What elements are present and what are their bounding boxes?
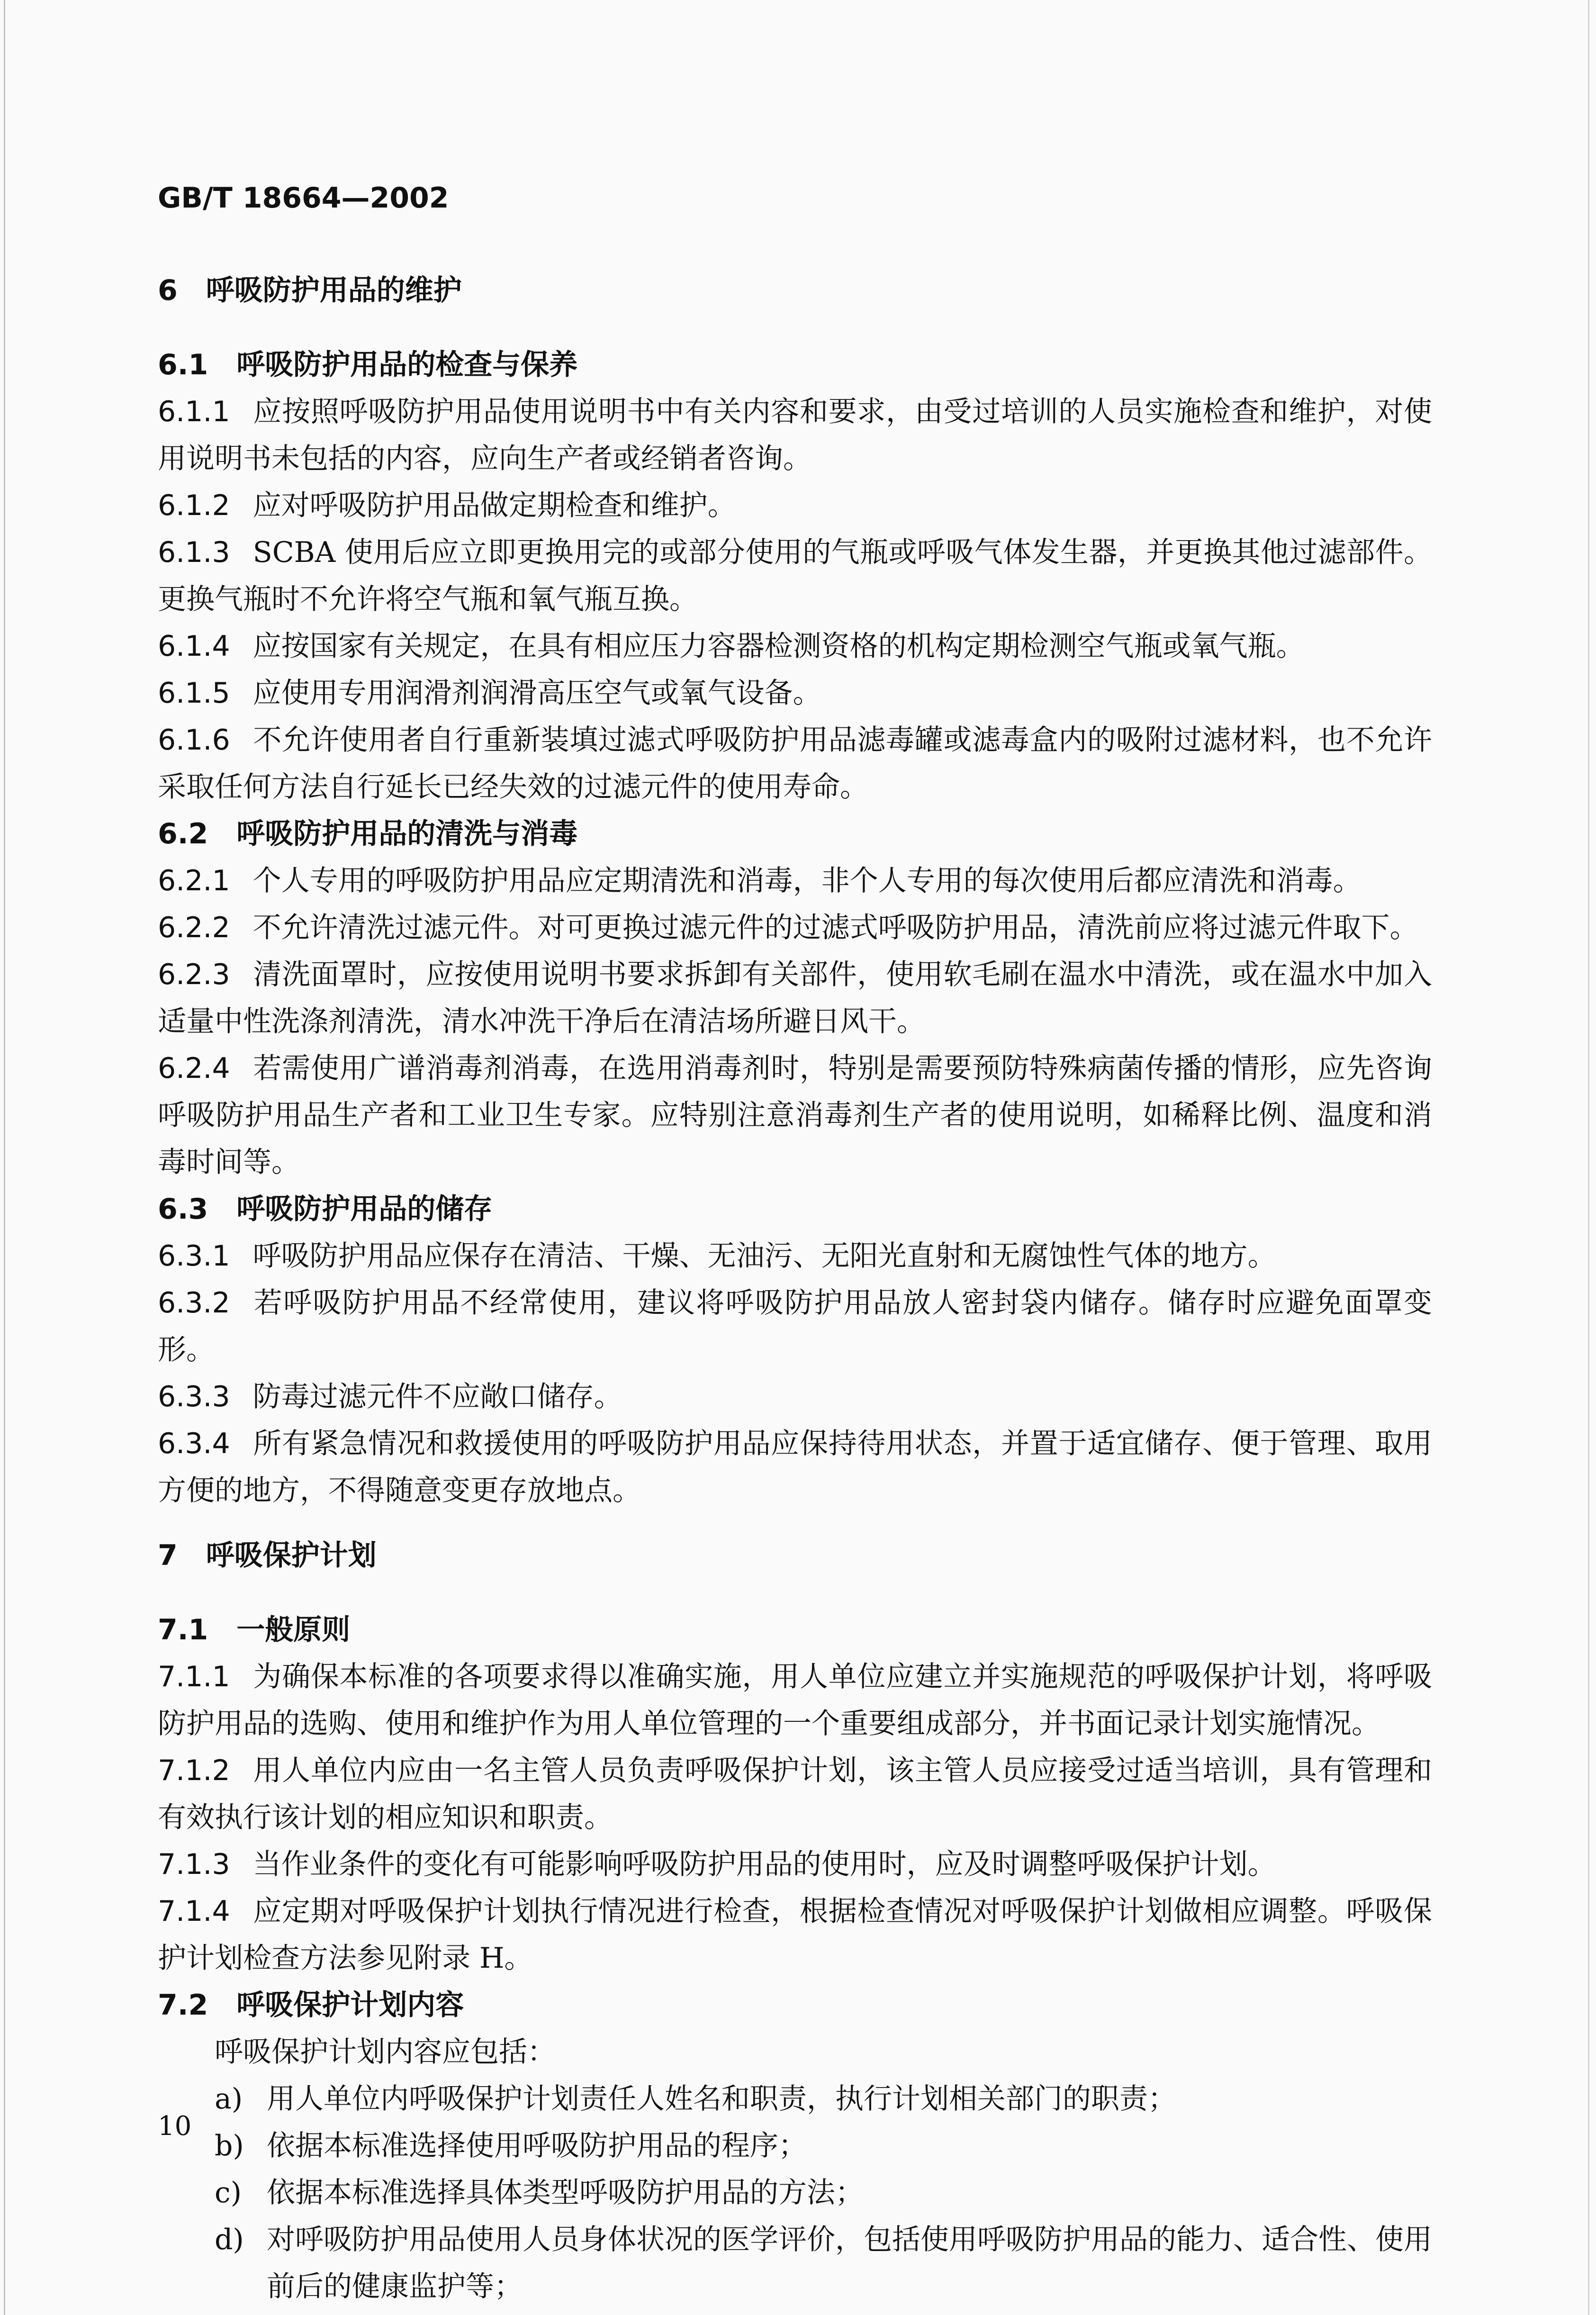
clause-number: 6.1.5	[158, 677, 230, 710]
list-item	[158, 2076, 1432, 2123]
page-number: 10	[158, 2111, 192, 2142]
clause-number: 6.3.1	[158, 1239, 230, 1273]
clause-text: 呼吸防护用品的检查与保养	[236, 348, 578, 381]
clause-text: 呼吸防护用品的储存	[236, 1193, 493, 1226]
clause-number: 6.1.1	[158, 395, 230, 428]
clause	[158, 389, 1432, 482]
clause	[158, 623, 1432, 670]
clause-text: 应按照呼吸防护用品使用说明书中有关内容和要求，由受过培训的人员实施检查和维护，对使用说明书未包括的内容，应向生产者或经销者咨询。	[158, 395, 1432, 475]
clause-text: 应使用专用润滑剂润滑高压空气或氧气设备。	[252, 677, 821, 710]
clause-number: 7.2	[158, 1989, 208, 2022]
clause	[158, 1420, 1432, 1514]
clause-text: 当作业条件的变化有可能影响呼吸防护用品的使用时，应及时调整呼吸保护计划。	[252, 1848, 1276, 1881]
subsection-heading	[158, 1982, 1432, 2029]
document-body	[158, 256, 1432, 2310]
clause-text: 不允许使用者自行重新装填过滤式呼吸防护用品滤毒罐或滤毒盒内的吸附过滤材料，也不允许采取任何方法自行延长已经失效的过滤元件的使用寿命。	[158, 723, 1432, 804]
list-item	[158, 2216, 1432, 2310]
list-item-label: a)	[215, 2082, 243, 2116]
clause	[158, 529, 1432, 623]
clause-number: 6.3.4	[158, 1427, 230, 1460]
clause-number: 6.2.4	[158, 1052, 230, 1085]
clause	[158, 1654, 1432, 1747]
list-item	[158, 2170, 1432, 2216]
clause	[158, 1374, 1432, 1420]
list-item	[158, 2123, 1432, 2170]
list-item-label: c)	[215, 2176, 242, 2209]
clause	[158, 1841, 1432, 1888]
clause	[158, 1888, 1432, 1982]
clause-text: 若需使用广谱消毒剂消毒，在选用消毒剂时，特别是需要预防特殊病菌传播的情形，应先咨询呼吸防护用品生产者和工业卫生专家。应特别注意消毒剂生产者的使用说明，如稀释比例、温度和消毒时间等。	[158, 1052, 1432, 1179]
clause	[158, 670, 1432, 717]
subsection-heading	[158, 342, 1432, 389]
clause	[158, 904, 1432, 951]
clause-number: 6.1.6	[158, 723, 230, 757]
clause-text: 应定期对呼吸保护计划执行情况进行检查，根据检查情况对呼吸保护计划做相应调整。呼吸保护计划检查方法参见附录 H。	[158, 1895, 1432, 1975]
subsection-heading	[158, 811, 1432, 858]
clause	[158, 951, 1432, 1045]
clause-text: SCBA 使用后应立即更换用完的或部分使用的气瓶或呼吸气体发生器，并更换其他过滤部件。更换气瓶时不允许将空气瓶和氧气瓶互换。	[158, 536, 1432, 616]
clause-number: 6.1.4	[158, 630, 230, 663]
clause	[158, 858, 1432, 904]
clause-number: 6.3.2	[158, 1286, 230, 1320]
clause-number: 6	[158, 274, 178, 307]
intro-paragraph	[158, 2029, 1432, 2076]
list-item-label: b)	[215, 2129, 244, 2162]
clause-text: 若呼吸防护用品不经常使用，建议将呼吸防护用品放人密封袋内储存。储存时应避免面罩变形。	[158, 1286, 1432, 1366]
clause-text: 呼吸防护用品的维护	[206, 274, 462, 307]
subsection-heading	[158, 1607, 1432, 1654]
clause	[158, 482, 1432, 529]
clause-text: 一般原则	[236, 1613, 351, 1646]
clause-number: 6.2.2	[158, 911, 230, 944]
clause-text: 为确保本标准的各项要求得以准确实施，用人单位应建立并实施规范的呼吸保护计划，将呼吸防护用品的选购、使用和维护作为用人单位管理的一个重要组成部分，并书面记录计划实施情况。	[158, 1660, 1432, 1740]
clause	[158, 1233, 1432, 1280]
clause	[158, 1280, 1432, 1374]
section-heading	[158, 267, 1432, 314]
clause-text: 呼吸防护用品的清洗与消毒	[236, 817, 578, 850]
clause-text: 呼吸防护用品应保存在清洁、干燥、无油污、无阳光直射和无腐蚀性气体的地方。	[252, 1239, 1276, 1273]
clause-number: 6.2	[158, 817, 208, 850]
list-item-text: 用人单位内呼吸保护计划责任人姓名和职责，执行计划相关部门的职责；	[267, 2082, 1176, 2116]
scan-edge-left	[4, 0, 5, 2315]
clause-number: 7.1.3	[158, 1848, 230, 1881]
clause-text: 清洗面罩时，应按使用说明书要求拆卸有关部件，使用软毛刷在温水中清洗，或在温水中加入适量中性洗涤剂清洗，清水冲洗干净后在清洁场所避日风干。	[158, 958, 1432, 1038]
clause-text: 个人专用的呼吸防护用品应定期清洗和消毒，非个人专用的每次使用后都应清洗和消毒。	[252, 864, 1362, 897]
list-item-text: 对呼吸防护用品使用人员身体状况的医学评价，包括使用呼吸防护用品的能力、适合性、使用前后的健康监护等；	[267, 2223, 1432, 2303]
clause-number: 6.2.3	[158, 958, 230, 991]
list-item-text: 依据本标准选择使用呼吸防护用品的程序；	[267, 2129, 807, 2162]
clause-number: 6.1.2	[158, 489, 230, 522]
clause-text: 呼吸保护计划	[206, 1539, 377, 1572]
clause	[158, 717, 1432, 811]
clause-number: 6.3	[158, 1193, 208, 1226]
clause-number: 7.1.1	[158, 1660, 230, 1693]
clause-number: 7.1	[158, 1613, 208, 1646]
clause-number: 7	[158, 1539, 178, 1572]
clause	[158, 1747, 1432, 1841]
clause-text: 应对呼吸防护用品做定期检查和维护。	[252, 489, 736, 522]
subsection-heading	[158, 1186, 1432, 1233]
section-heading	[158, 1532, 1432, 1579]
clause	[158, 1045, 1432, 1186]
clause-number: 6.2.1	[158, 864, 230, 897]
clause-text: 所有紧急情况和救援使用的呼吸防护用品应保持待用状态，并置于适宜储存、便于管理、取用方便的地方，不得随意变更存放地点。	[158, 1427, 1432, 1507]
clause-text: 呼吸保护计划内容	[236, 1989, 464, 2022]
list-item-label: d)	[215, 2223, 244, 2256]
clause-text: 用人单位内应由一名主管人员负责呼吸保护计划，该主管人员应接受过适当培训，具有管理和有效执行该计划的相应知识和职责。	[158, 1754, 1432, 1834]
clause-text: 应按国家有关规定，在具有相应压力容器检测资格的机构定期检测空气瓶或氧气瓶。	[252, 630, 1305, 663]
clause-number: 6.1.3	[158, 536, 230, 569]
clause-text: 呼吸保护计划内容应包括：	[215, 2035, 556, 2069]
standard-code: GB/T 18664—2002	[158, 181, 449, 215]
clause-number: 6.3.3	[158, 1380, 230, 1413]
scan-edge-right	[1588, 0, 1589, 2315]
list-item-text: 依据本标准选择具体类型呼吸防护用品的方法；	[267, 2176, 864, 2209]
clause-text: 防毒过滤元件不应敞口储存。	[252, 1380, 622, 1413]
clause-text: 不允许清洗过滤元件。对可更换过滤元件的过滤式呼吸防护用品，清洗前应将过滤元件取下。	[252, 911, 1418, 944]
clause-number: 7.1.4	[158, 1895, 230, 1928]
clause-number: 7.1.2	[158, 1754, 230, 1787]
clause-number: 6.1	[158, 348, 208, 381]
